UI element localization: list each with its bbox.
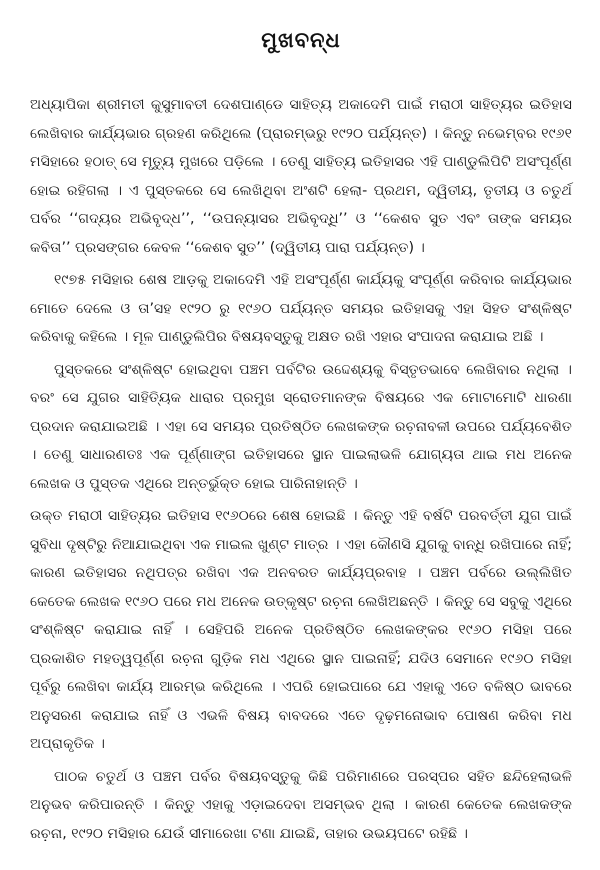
- paragraph-2: ୧୯୭୫ ମସିହାର ଶେଷ ଆଡ଼କୁ ଅକାଦେମି ଏହି ଅସଂପୂର୍ଣ୍ଣ କାର୍ଯ୍ୟକୁ ସଂପୂର୍ଣ୍ଣ କରିବାର କାର୍ଯ୍ୟଭାର ମୋତେ ଦେଲେ ଓ ତା’ସହ ୧୯୨୦ ରୁ ୧୯୬୦ ପର୍ଯ୍ୟନ୍ତ ସମୟର ଇତିହାସକୁ ଏହା ସିହତ ସଂଶ୍ଳିଷ୍ଟ କରିବାକୁ କହିଲେ । ମୂଳ ପାଣ୍ଡୁଲିପିର ବିଷୟବସ୍ତୁକୁ ଅକ୍ଷତ ରଖି ଏହାର ସଂପାଦନା କରାଯାଇ ଅଛି ।: [30, 272, 572, 345]
- paragraph-5: ପାଠକ ଚତୁର୍ଥ ଓ ପଞ୍ଚମ ପର୍ବର ବିଷୟବସ୍ତୁକୁ କିଛି ପରିମାଣରେ ପରସ୍ପର ସହିତ ଛନ୍ଦିହେଲାଭଳି ଅନୁଭବ କରିପାରନ୍ତି । କିନ୍ତୁ ଏହାକୁ ଏଡ଼ାଇଦେବା ଅସମ୍ଭବ ଥିଲା । କାରଣ କେତେକ ଲେଖକଙ୍କ ରଚ଼ନା, ୧୯୨୦ ମସିହାର ଯେଉଁ ସୀମାରେଖା ଟଣା ଯାଇଛି, ତାହାର ଉଭୟପଟେ ରହିଛି ।: [30, 768, 572, 842]
- page-title: ମୁଖବନ୍ଧ: [261, 28, 341, 52]
- paragraph-3: ପୁସ୍ତକରେ ସଂଶ୍ଳିଷ୍ଟ ହୋଇଥିବା ପଞ୍ଚମ ପର୍ବଟିର ଉଦ୍ଦେଶ୍ୟକୁ ବିସ୍ତୃତଭାବେ ଲେଖିବାର ନଥିଲା । ବରଂ ସେ ଯୁଗର ସାହିତ୍ୟିକ ଧାରାର ପ୍ରମୁଖ ସ୍ରୋତମାନଙ୍କ ବିଷୟରେ ଏକ ମୋଟାମୋଟି ଧାରଣା ପ୍ରଦାନ କରାଯାଇଅଛି । ଏହା ସେ ସମୟର ପ୍ରତିଷ୍ଠିତ ଲେଖକଙ୍କ ରଚ଼ନାବଳୀ ଉପରେ ପର୍ଯ୍ୟବେଶିତ । ତେଣୁ ସାଧାରଣତଃ ଏକ ପୂର୍ଣ୍ଣାଙ୍ଗ ଇତିହାସରେ ସ୍ଥାନ ପାଇଲାଭଳି ଯୋଗ୍ୟତା ଥାଇ ମଧ ଅନେକ ଲେଖକ ଓ ପୁସ୍ତକ ଏଥିରେ ଅନ୍ତର୍ଭୁକ୍ତ ହୋଇ ପାରିନାହାନ୍ତି ।: [30, 361, 572, 492]
- paragraph-1: ଅଧ୍ୟାପିକା ଶ୍ରୀମତୀ କୁସୁମାବତୀ ଦେଶପାଣ୍ଡେ ସାହିତ୍ୟ ଅକାଦେମି ପାଇଁ ମରାଠୀ ସାହିତ୍ୟର ଇତିହାସ ଲେଖିବାର କାର୍ଯ୍ୟଭାର ଗ୍ରହଣ କରିଥିଲେ (ପ୍ରାରମ୍ଭରୁ ୧୯୨୦ ପର୍ଯ୍ୟନ୍ତ) । କିନ୍ତୁ ନଭେମ୍ବର ୧୯୬୧ ମସିହାରେ ହଠାତ୍ ସେ ମୃତ୍ୟୁ ମୁଖରେ ପଡ଼ିଲେ । ତେଣୁ ସାହିତ୍ୟ ଇତିହାସର ଏହି ପାଣ୍ଡୁଲିପିଟି ଅସଂପୂର୍ଣ୍ଣ ହୋଇ ରହିଗଲା । ଏ ପୁସ୍ତକରେ ସେ ଲେଖିଥିବା ଅଂଶଟି ହେଲା- ପ୍ରଥମ, ଦ୍ୱିତୀୟ, ତୃତୀୟ ଓ ଚତୁର୍ଥ ପର୍ବର ‘‘ଗଦ୍ୟର ଅଭିବୃଦ୍ଧ’’, ‘‘ଉପନ୍ୟାସର ଅଭିବୃଦ୍ଧି’’ ଓ ‘‘କେଶବ ସୁତ ଏବଂ ତାଙ୍କ ସମୟର କବିତା’’ ପ୍ରସଙ୍ଗର କେବଳ ‘‘କେଶବ ସୁତ’’ (ଦ୍ୱିତୀୟ ପାରା ପର୍ଯ୍ୟନ୍ତ) ।: [30, 97, 572, 256]
- paragraph-4: ଉକ୍ତ ମରାଠୀ ସାହିତ୍ୟର ଇତିହାସ ୧୯୬୦ରେ ଶେଷ ହୋଇଛି । କିନ୍ତୁ ଏହି ବର୍ଷଟି ପରବର୍ତ୍ତୀ ଯୁଗ ପାଇଁ ସୁବିଧା ଦୃଷ୍ଟିରୁ ନିଆଯାଇଥିବା ଏକ ମାଇଲ ଖୁଣ୍ଟ ମାତ୍ର । ଏହା କୌଣସି ଯୁଗକୁ ବାନ୍ଧି ରଖିପାରେ ନାହିଁ; କାରଣ ଇତିହାସର ନଥିପତ୍ର ରଖିବା ଏକ ଅନବରତ କାର୍ଯ୍ୟପ୍ରବାହ । ପଞ୍ଚମ ପର୍ବରେ ଉଲ୍ଲିଖିତ କେତେକ ଲେଖକ ୧୯୬୦ ପରେ ମଧ ଅନେକ ଉତ୍କୃଷ୍ଟ ରଚ଼ନା ଲେଖିଅଛନ୍ତି । କିନ୍ତୁ ସେ ସବୁକୁ ଏଥିରେ ସଂଶ୍ଳିଷ୍ଟ କରାଯାଇ ନାହିଁ । ସେହିପରି ଅନେକ ପ୍ରତିଷ୍ଠିତ ଲେଖକଙ୍କର ୧୯୬୦ ମସିହା ପରେ ପ୍ରକାଶିତ ମହତ୍ୱପୂର୍ଣ୍ଣ ରଚ଼ନା ଗୁଡ଼ିକ ମଧ ଏଥିରେ ସ୍ଥାନ ପାଇନାହିଁ; ଯଦିଓ ସେମାନେ ୧୯୬୦ ମସିହା ପୂର୍ବରୁ ଲେଖିବା କାର୍ଯ୍ୟ ଆରମ୍ଭ କରିଥିଲେ । ଏପରି ହୋଇପାରେ ଯେ ଏହାକୁ ଏତେ ବଳିଷ୍ଠ ଭାବରେ ଅନୁସରଣ କରାଯାଇ ନାହିଁ ଓ ଏଭଳି ବିଷୟ ବାବଦରେ ଏତେ ଦୃଢ଼ମନୋଭାବ ପୋଷଣ କରିବା ମଧ ଅପ୍ରାକୃତିକ ।: [30, 508, 572, 752]
